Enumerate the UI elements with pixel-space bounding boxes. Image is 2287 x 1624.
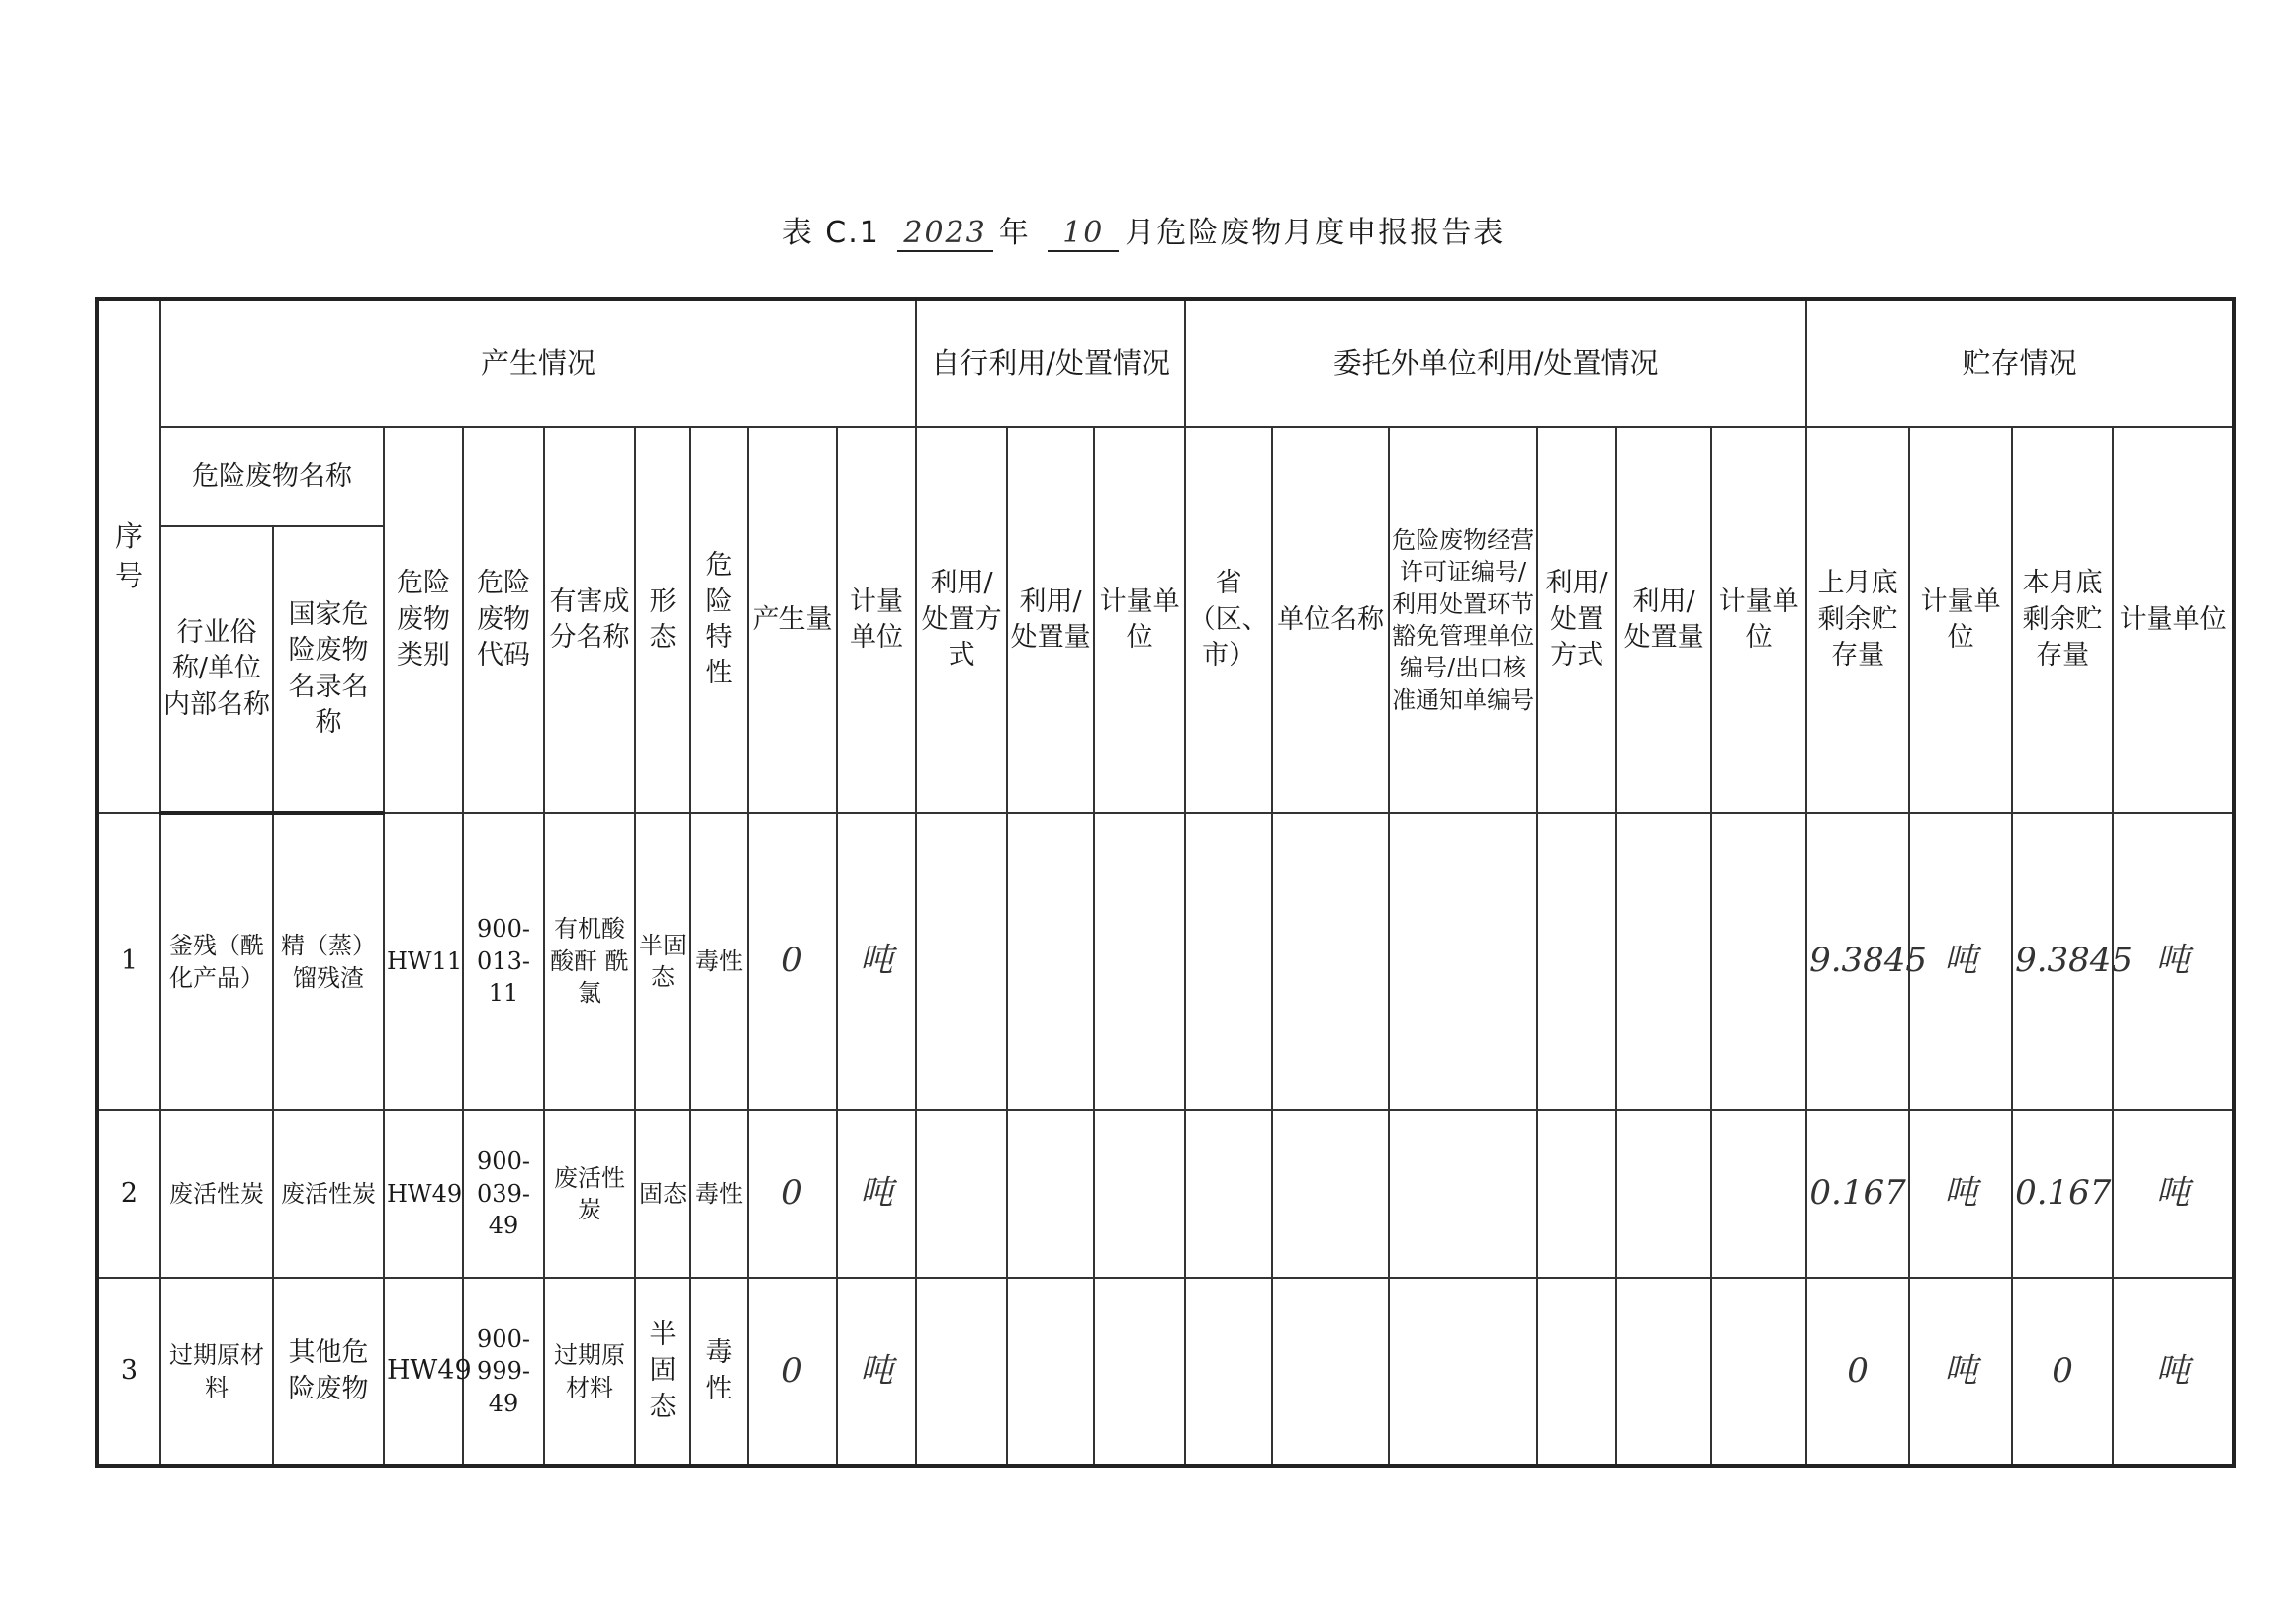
cell-seq: 1 bbox=[97, 813, 160, 1110]
header-cur-unit: 计量单位 bbox=[2113, 427, 2234, 813]
cell-empty bbox=[1389, 1278, 1537, 1466]
cell-cur-stock: 0.167 bbox=[2012, 1110, 2113, 1278]
cell-prev-stock: 0 bbox=[1806, 1278, 1909, 1466]
cell-unit: 吨 bbox=[837, 813, 916, 1110]
title-year: 2023 bbox=[897, 216, 992, 252]
cell-cur-unit: 吨 bbox=[2113, 1110, 2234, 1278]
cell-industry-name: 釜残（酰化产品） bbox=[160, 813, 273, 1110]
cell-empty bbox=[1537, 1278, 1616, 1466]
cell-industry-name: 废活性炭 bbox=[160, 1110, 273, 1278]
cell-empty bbox=[1007, 1278, 1094, 1466]
header-prev-stock: 上月底剩余贮存量 bbox=[1806, 427, 1909, 813]
cell-code: 900-013-11 bbox=[463, 813, 544, 1110]
cell-empty bbox=[1616, 1278, 1711, 1466]
header-harmful: 有害成分名称 bbox=[544, 427, 635, 813]
cell-unit: 吨 bbox=[837, 1278, 916, 1466]
header-self-method: 利用/处置方式 bbox=[916, 427, 1007, 813]
header-seq: 序号 bbox=[97, 299, 160, 813]
cell-harmful: 过期原材料 bbox=[544, 1278, 635, 1466]
cell-empty bbox=[1272, 1278, 1389, 1466]
cell-category: HW49 bbox=[384, 1110, 463, 1278]
header-national-name: 国家危险废物名录名称 bbox=[273, 526, 384, 813]
cell-empty bbox=[1272, 1110, 1389, 1278]
cell-seq: 3 bbox=[97, 1278, 160, 1466]
cell-empty bbox=[1007, 1110, 1094, 1278]
header-prev-unit: 计量单位 bbox=[1909, 427, 2012, 813]
cell-cur-unit: 吨 bbox=[2113, 1278, 2234, 1466]
header-province: 省（区、市） bbox=[1185, 427, 1272, 813]
cell-empty bbox=[1185, 1110, 1272, 1278]
header-self: 自行利用/处置情况 bbox=[916, 299, 1185, 427]
header-amount: 产生量 bbox=[748, 427, 837, 813]
cell-form: 半固态 bbox=[635, 1278, 690, 1466]
header-ent-method: 利用/处置方式 bbox=[1537, 427, 1616, 813]
cell-hazard: 毒性 bbox=[690, 1278, 748, 1466]
header-code: 危险废物代码 bbox=[463, 427, 544, 813]
header-entrust: 委托外单位利用/处置情况 bbox=[1185, 299, 1806, 427]
cell-category: HW49 bbox=[384, 1278, 463, 1466]
header-ent-amount: 利用/处置量 bbox=[1616, 427, 1711, 813]
header-production: 产生情况 bbox=[160, 299, 916, 427]
header-self-amount: 利用/处置量 bbox=[1007, 427, 1094, 813]
cell-cur-unit: 吨 bbox=[2113, 813, 2234, 1110]
cell-form: 固态 bbox=[635, 1110, 690, 1278]
header-license: 危险废物经营许可证编号/利用处置环节豁免管理单位编号/出口核准通知单编号 bbox=[1389, 427, 1537, 813]
cell-empty bbox=[1616, 813, 1711, 1110]
cell-empty bbox=[916, 1278, 1007, 1466]
report-title bbox=[0, 208, 2287, 252]
cell-empty bbox=[1711, 1110, 1806, 1278]
cell-cur-stock: 0 bbox=[2012, 1278, 2113, 1466]
header-storage: 贮存情况 bbox=[1806, 299, 2234, 427]
table-row bbox=[97, 813, 2234, 1110]
title-prefix: 表 C.1 bbox=[781, 216, 880, 250]
title-year-suffix: 年 bbox=[998, 216, 1031, 250]
cell-prev-unit: 吨 bbox=[1909, 1278, 2012, 1466]
cell-form: 半固态 bbox=[635, 813, 690, 1110]
cell-category: HW11 bbox=[384, 813, 463, 1110]
cell-amount: 0 bbox=[748, 813, 837, 1110]
cell-empty bbox=[1537, 1110, 1616, 1278]
title-month: 10 bbox=[1048, 216, 1119, 252]
cell-unit: 吨 bbox=[837, 1110, 916, 1278]
cell-harmful: 废活性炭 bbox=[544, 1110, 635, 1278]
header-hazard: 危险特性 bbox=[690, 427, 748, 813]
cell-empty bbox=[1711, 1278, 1806, 1466]
header-unit-name: 单位名称 bbox=[1272, 427, 1389, 813]
cell-empty bbox=[916, 1110, 1007, 1278]
cell-national-name: 废活性炭 bbox=[273, 1110, 384, 1278]
header-ent-unit: 计量单位 bbox=[1711, 427, 1806, 813]
cell-national-name: 其他危险废物 bbox=[273, 1278, 384, 1466]
cell-national-name: 精（蒸）馏残渣 bbox=[273, 813, 384, 1110]
cell-amount: 0 bbox=[748, 1278, 837, 1466]
cell-empty bbox=[1389, 813, 1537, 1110]
cell-prev-stock: 0.167 bbox=[1806, 1110, 1909, 1278]
cell-industry-name: 过期原材料 bbox=[160, 1278, 273, 1466]
waste-report-table bbox=[95, 297, 2236, 1468]
cell-empty bbox=[916, 813, 1007, 1110]
header-cur-stock: 本月底剩余贮存量 bbox=[2012, 427, 2113, 813]
cell-code: 900-039-49 bbox=[463, 1110, 544, 1278]
cell-prev-unit: 吨 bbox=[1909, 1110, 2012, 1278]
cell-empty bbox=[1389, 1110, 1537, 1278]
cell-prev-unit: 吨 bbox=[1909, 813, 2012, 1110]
header-unit: 计量单位 bbox=[837, 427, 916, 813]
table-row bbox=[97, 1110, 2234, 1278]
cell-hazard: 毒性 bbox=[690, 1110, 748, 1278]
cell-prev-stock: 9.3845 bbox=[1806, 813, 1909, 1110]
cell-code: 900-999-49 bbox=[463, 1278, 544, 1466]
header-category: 危险废物类别 bbox=[384, 427, 463, 813]
cell-cur-stock: 9.3845 bbox=[2012, 813, 2113, 1110]
cell-harmful: 有机酸 酸酐 酰氯 bbox=[544, 813, 635, 1110]
cell-empty bbox=[1537, 813, 1616, 1110]
header-waste-name: 危险废物名称 bbox=[160, 427, 384, 526]
cell-empty bbox=[1007, 813, 1094, 1110]
cell-empty bbox=[1272, 813, 1389, 1110]
title-suffix: 月危险废物月度申报报告表 bbox=[1125, 216, 1506, 250]
cell-empty bbox=[1616, 1110, 1711, 1278]
cell-empty bbox=[1711, 813, 1806, 1110]
header-form: 形态 bbox=[635, 427, 690, 813]
cell-empty bbox=[1094, 1110, 1185, 1278]
cell-empty bbox=[1185, 813, 1272, 1110]
cell-empty bbox=[1094, 813, 1185, 1110]
cell-empty bbox=[1185, 1278, 1272, 1466]
cell-seq: 2 bbox=[97, 1110, 160, 1278]
cell-hazard: 毒性 bbox=[690, 813, 748, 1110]
cell-amount: 0 bbox=[748, 1110, 837, 1278]
header-industry-name: 行业俗称/单位内部名称 bbox=[160, 526, 273, 813]
header-self-unit: 计量单位 bbox=[1094, 427, 1185, 813]
table-row bbox=[97, 1278, 2234, 1466]
cell-empty bbox=[1094, 1278, 1185, 1466]
